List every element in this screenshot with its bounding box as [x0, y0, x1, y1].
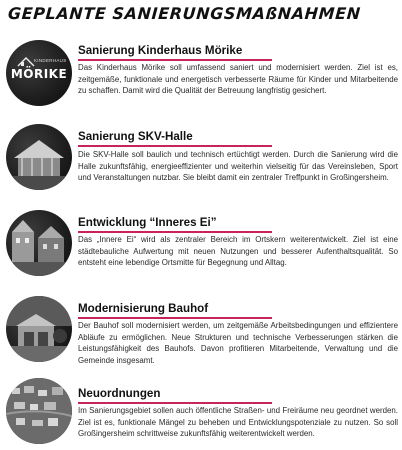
- measure-description: Die SKV-Halle soll baulich und technisch ertüchtigt werden. Durch die Sanierung wird die Halle zukunftsfähig, energieeffizienter und weiterhin vielseitig für das Vereinsleben, Sport und Veranstaltungen nutzbar. Sie bleibt damit ein zentraler Treffpunkt in Großingersheim.: [78, 150, 398, 183]
- measure-description: Der Bauhof soll modernisiert werden, um zeitgemäße Arbeitsbedingungen und effizientere Abläufe zu ermöglichen. Neue Strukturen und technische Verbesserungen stärken die Leistungsfähigkeit des Bauhofs. Davon profitieren Mitarbeitende, Verwaltung und die Gemeinde insgesamt.: [78, 321, 398, 365]
- skv-halle-photo-icon: [6, 124, 72, 190]
- measure-description: Das „Innere Ei“ wird als zentraler Bereich im Ortskern weiterentwickelt. Ziel ist eine städtebauliche Aufwertung mit neuen Nutzungen und besserer Aufenthaltsqualität. So entsteht eine lebendige Ortsmitte für Begegnung und Alltag.: [78, 235, 398, 268]
- measure-heading: Modernisierung Bauhof: [78, 302, 209, 315]
- inneres-ei-photo-icon: [6, 210, 72, 276]
- heading-underline: [78, 59, 272, 61]
- heading-underline: [78, 145, 272, 147]
- measure-heading: Neuordnungen: [78, 387, 161, 400]
- measure-heading: Sanierung Kinderhaus Mörike: [78, 44, 243, 57]
- heading-underline: [78, 317, 272, 319]
- page-title: GEPLANTE SANIERUNGSMAßNAHMEN: [7, 4, 362, 23]
- logo-subtext: KINDERHAUS: [34, 58, 67, 63]
- bauhof-photo-icon: [6, 296, 72, 362]
- heading-underline: [78, 402, 272, 404]
- measure-description: Das Kinderhaus Mörike soll umfassend saniert und modernisiert werden. Ziel ist es, zeitgemäße, funktionale und energetisch verbesserte Räume für Kinder und Mitarbeitende zu schaffen. Damit wird die Qualität der Betreuung langfristig gesichert.: [78, 63, 398, 96]
- measure-description: Im Sanierungsgebiet sollen auch öffentliche Straßen- und Freiräume neu geordnet werden. Ziel ist es, funktionale Mängel zu beheben und Entwicklungspotenziale zu nutzen. So soll Großingersheim schrittweise zukunftsfähig weiterentwickelt werden.: [78, 406, 398, 439]
- logo-text: MÖRIKE: [10, 67, 68, 81]
- heading-underline: [78, 231, 272, 233]
- aerial-village-photo-icon: [6, 378, 72, 444]
- kinderhaus-moerike-logo-icon: [6, 40, 72, 106]
- measure-heading: Sanierung SKV-Halle: [78, 130, 193, 143]
- measure-heading: Entwicklung “Inneres Ei”: [78, 216, 217, 229]
